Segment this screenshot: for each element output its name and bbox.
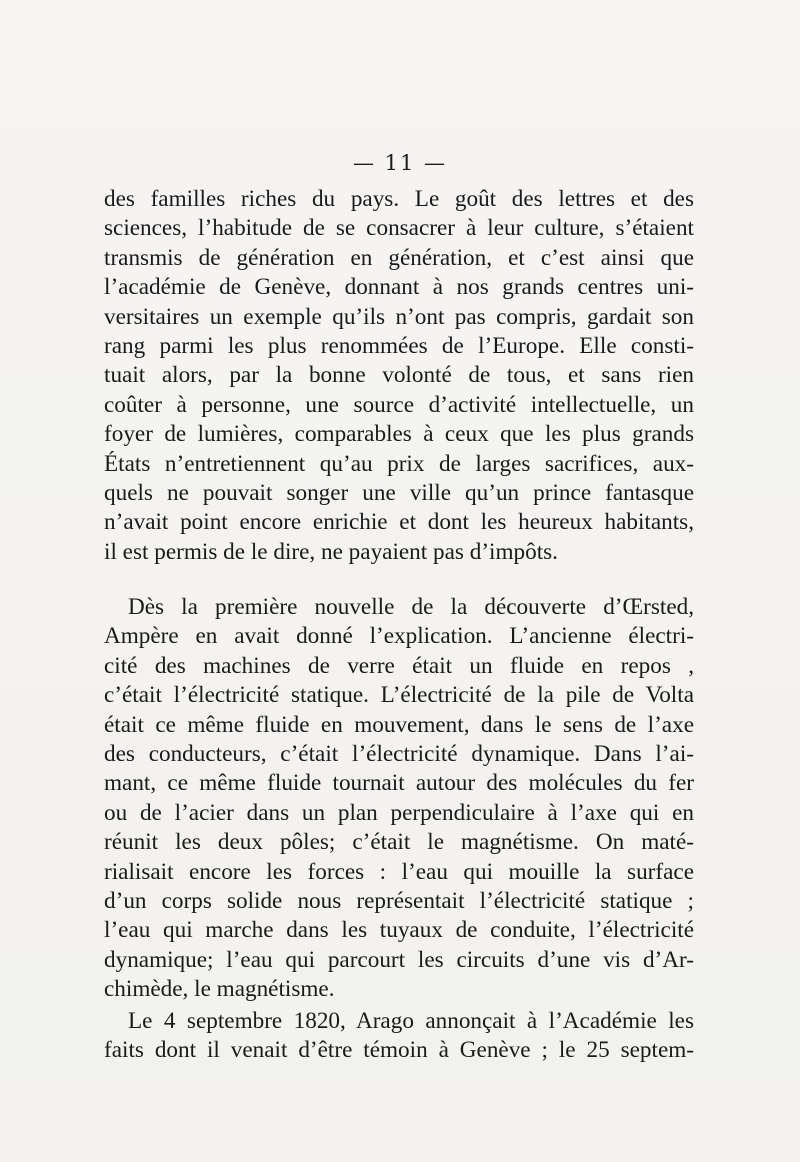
text-line: rialisait encore les forces : l’eau qui mouille la surface bbox=[104, 858, 694, 885]
text-line: Ampère en avait donné l’explication. L’ancienne électri- bbox=[104, 623, 694, 650]
paragraph-2 bbox=[104, 593, 694, 1004]
text-line: Le 4 septembre 1820, Arago annonçait à l’Académie les bbox=[128, 1008, 694, 1034]
text-line: États n’entretiennent qu’au prix de larges sacrifices, aux- bbox=[104, 450, 694, 477]
text-line: Dès la première nouvelle de la découverte d’Œrsted, bbox=[128, 594, 694, 620]
text-line: chimède, le magnétisme. bbox=[104, 976, 335, 1003]
text-line: foyer de lumières, comparables à ceux que les plus grands bbox=[104, 421, 694, 448]
text-line: quels ne pouvait songer une ville qu’un prince fantasque bbox=[104, 479, 694, 506]
text-line: transmis de génération en génération, et c’est ainsi que bbox=[104, 244, 694, 271]
text-line: des familles riches du pays. Le goût des lettres et des bbox=[104, 186, 694, 212]
text-line: rang parmi les plus renommées de l’Europe. Elle consti- bbox=[104, 332, 694, 359]
text-line: mant, ce même fluide tournait autour des molécules du fer bbox=[104, 770, 694, 797]
text-line: il est permis de le dire, ne payaient pas d’impôts. bbox=[104, 538, 558, 565]
text-line: était ce même fluide en mouvement, dans le sens de l’axe bbox=[104, 711, 694, 738]
text-line: c’était l’électricité statique. L’électricité de la pile de Volta bbox=[104, 682, 694, 709]
text-line: coûter à personne, une source d’activité intellectuelle, un bbox=[104, 391, 694, 418]
text-line: n’avait point encore enrichie et dont les heureux habitants, bbox=[104, 509, 694, 536]
text-line: ou de l’acier dans un plan perpendiculaire à l’axe qui en bbox=[104, 799, 694, 826]
text-line: versitaires un exemple qu’ils n’ont pas compris, gardait son bbox=[104, 303, 694, 330]
paragraph-1 bbox=[104, 185, 694, 567]
text-line: des conducteurs, c’était l’électricité dynamique. Dans l’ai- bbox=[104, 740, 694, 767]
text-line: cité des machines de verre était un fluide en repos , bbox=[104, 652, 694, 679]
text-line: l’académie de Genève, donnant à nos grands centres uni- bbox=[104, 274, 694, 301]
text-line: sciences, l’habitude de se consacrer à leur culture, s’étaient bbox=[104, 215, 694, 242]
text-line: réunit les deux pôles; c’était le magnétisme. On maté- bbox=[104, 829, 694, 856]
text-line: faits dont il venait d’être témoin à Genève ; le 25 septem- bbox=[104, 1037, 694, 1064]
text-line: tuait alors, par la bonne volonté de tous, et sans rien bbox=[104, 362, 694, 389]
page-number: — 11 — bbox=[352, 151, 448, 175]
text-line: d’un corps solide nous représentait l’électricité statique ; bbox=[104, 887, 694, 914]
paragraph-3 bbox=[104, 1007, 694, 1066]
text-line: l’eau qui marche dans les tuyaux de conduite, l’électricité bbox=[104, 917, 694, 944]
text-line: dynamique; l’eau qui parcourt les circuits d’une vis d’Ar- bbox=[104, 946, 694, 973]
